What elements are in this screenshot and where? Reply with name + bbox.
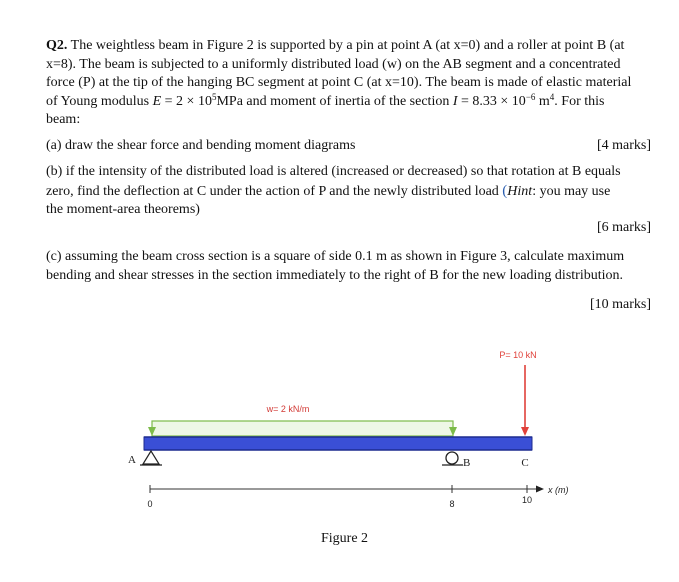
tick-label-0: 0 [147,499,153,509]
inertia-symbol: I [452,93,458,109]
distributed-load [148,421,457,436]
question-line-5: beam: [46,112,81,127]
young-modulus-value: = 2 × 10 [161,93,212,109]
question-number: Q2. [46,38,68,53]
roller-support-b [442,452,463,465]
point-load-arrow [521,365,529,436]
part-b-line-3: the moment-area theorems) [46,202,200,217]
pin-support-a [140,451,162,465]
label-b: B [463,457,471,469]
tick-label-10: 10 [521,495,533,505]
question-line-3: force (P) at the tip of the hanging BC segment at point C (at x=10). The beam is made of elastic material [46,75,632,90]
young-modulus-unit: MPa and moment of inertia of the section [216,93,453,109]
label-c: C [521,457,529,469]
part-c-line-2: bending and shear stresses in the section immediately to the right of B for the new loading distribution. [46,267,623,283]
point-load-label: P= 10 kN [499,350,537,360]
question-line-4-end: . For this [554,93,605,109]
question-line-1: The weightless beam in Figure 2 is supported by a pin at point A (at x=0) and a roller at point B (at [67,38,625,53]
label-a: A [128,454,136,466]
question-line-2: x=8). The beam is subjected to a uniformly distributed load (w) on the AB segment and a concentrated [46,56,621,72]
part-b-marks: [6 marks] [596,220,651,235]
inertia-unit-exponent: 4 [549,91,555,102]
part-b-line-2a: zero, find the deflection at C under the action of P and the newly distributed load [46,183,503,199]
x-axis [150,485,544,493]
inertia-value: = 8.33 × 10 [457,93,526,109]
part-b-line-1: (b) if the intensity of the distributed load is altered (increased or decreased) so that rotation at B equals [46,164,621,179]
hint-bracket: ( [502,182,508,199]
question-line-4a: of Young modulus [46,93,153,109]
distributed-load-label: w= 2 kN/m [266,404,310,414]
figure-caption: Figure 2 [321,531,369,546]
part-c-line-1: (c) assuming the beam cross section is a square of side 0.1 m as shown in Figure 3, calculate maximum [46,249,625,264]
tick-label-8: 8 [449,499,455,509]
part-b-line-2b: : you may use [532,183,611,199]
beam [144,437,532,450]
part-a-marks: [4 marks] [596,138,651,153]
inertia-exponent: −6 [525,91,536,102]
inertia-unit: m [535,93,550,109]
hint-label: Hint [507,183,533,199]
axis-label: x (m) [548,485,569,495]
part-c-marks: [10 marks] [589,297,651,312]
young-modulus-exponent: 5 [211,91,217,102]
young-modulus-symbol: E [152,93,162,109]
part-a-text: (a) draw the shear force and bending moment diagrams [46,138,356,153]
